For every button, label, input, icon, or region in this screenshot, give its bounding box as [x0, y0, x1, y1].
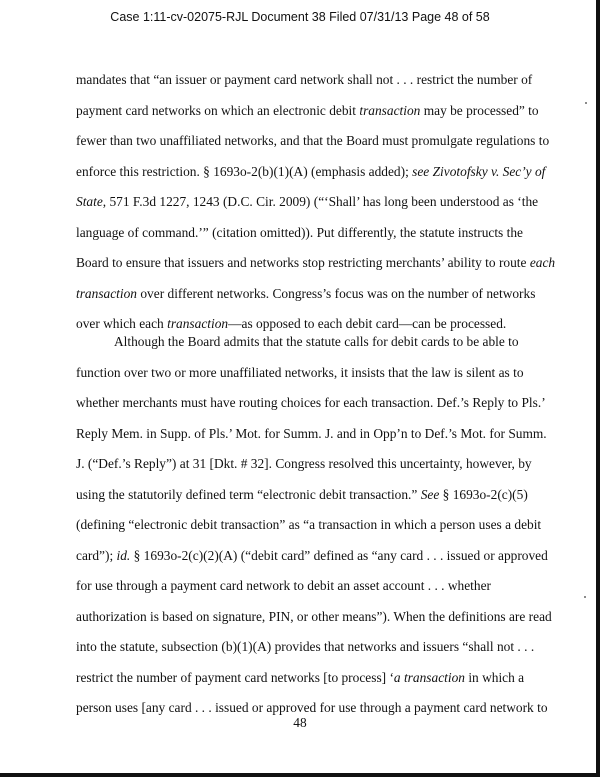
text-line [76, 670, 524, 686]
text-run: using the statutorily defined term “electronic debit transaction.” [76, 486, 421, 502]
text-run: person uses [any card . . . issued or approved for use through a payment card network to [76, 700, 548, 715]
text-line [76, 517, 541, 533]
text-run: enforce this restriction. § 1693o-2(b)(1)(A) (emphasis added); [76, 163, 413, 179]
text-run: over which each [76, 316, 168, 331]
text-run: , 571 F.3d 1227, 1243 (D.C. Cir. 2009) (“‘Shall’ has long been understood as ‘the [102, 194, 539, 209]
scan-edge-bottom [0, 773, 600, 777]
scan-speck [585, 102, 587, 104]
text-run: mandates that “an issuer or payment card network shall not . . . restrict the number of [76, 72, 533, 87]
text-line [76, 365, 524, 381]
text-line [76, 133, 549, 149]
text-run: card”); [76, 547, 117, 563]
text-run: in which a [464, 669, 525, 685]
text-line [76, 286, 535, 302]
text-run: into the statute, subsection (b)(1)(A) provides that networks and issuers “shall not . . . [76, 639, 535, 654]
italic-text: transaction [76, 285, 138, 301]
page-number: 48 [293, 715, 307, 730]
text-run: § 1693o-2(c)(5) [439, 486, 528, 502]
text-run: whether merchants must have routing choices for each transaction. Def.’s Reply to Pls.’ [76, 395, 546, 410]
text-run: Reply Mem. in Supp. of Pls.’ Mot. for Summ. J. and in Opp’n to Def.’s Mot. for Summ. [76, 425, 547, 441]
scan-speck [584, 596, 586, 598]
text-run: § 1693o-2(c)(2)(A) (“debit card” defined as “any card . . . issued or approved [130, 547, 548, 563]
text-line [76, 72, 532, 88]
italic-text: see Zivotofsky v. Sec’y of [412, 163, 546, 179]
italic-text: transaction [359, 102, 421, 118]
text-run: authorization is based on signature, PIN, or other means”). When the definitions are read [76, 608, 552, 624]
text-run: for use through a payment card network to debit an asset account . . . whether [76, 578, 491, 593]
text-line [76, 578, 491, 594]
text-line [76, 225, 523, 241]
italic-text: a transaction [393, 669, 465, 685]
text-line [76, 426, 547, 442]
italic-text: transaction [167, 316, 229, 331]
text-line [76, 487, 528, 503]
text-line [76, 194, 538, 210]
text-line [76, 164, 545, 180]
text-run: function over two or more unaffiliated networks, it insists that the law is silent as to [76, 364, 524, 380]
text-line [76, 316, 506, 332]
text-line [76, 395, 546, 411]
text-run: fewer than two unaffiliated networks, and that the Board must promulgate regulations to [76, 133, 550, 148]
text-run: over different networks. Congress’s focus was on the number of networks [137, 285, 536, 301]
text-run: Although the Board admits that the statute calls for debit cards to be able to [114, 334, 519, 349]
text-run: (defining “electronic debit transaction” as “a transaction in which a person uses a debit [76, 517, 542, 532]
italic-text: See [420, 486, 440, 502]
scan-edge-right [596, 0, 600, 777]
text-run: —as opposed to each debit card—can be processed. [228, 316, 507, 331]
text-run: language of command.’” (citation omitted)). Put differently, the statute instructs the [76, 224, 523, 240]
text-line [76, 456, 532, 472]
text-line [76, 103, 539, 119]
text-line [76, 548, 548, 564]
text-line [76, 609, 552, 625]
text-run: payment card networks on which an electronic debit [76, 102, 360, 118]
text-line [76, 639, 534, 655]
italic-text: State [76, 194, 103, 209]
text-line [76, 700, 548, 716]
case-header: Case 1:11-cv-02075-RJL Document 38 Filed 07/31/13 Page 48 of 58 [110, 10, 490, 24]
text-run: may be processed” to [420, 102, 539, 118]
text-run: restrict the number of payment card networks [to process] ‘ [76, 669, 394, 685]
text-run: Board to ensure that issuers and networks stop restricting merchants’ ability to route [76, 255, 530, 270]
text-run: J. (“Def.’s Reply”) at 31 [Dkt. # 32]. Congress resolved this uncertainty, however, by [76, 456, 532, 471]
text-line [76, 255, 555, 271]
italic-text: id. [116, 547, 131, 563]
italic-text: each [529, 255, 556, 270]
text-line [114, 334, 519, 350]
